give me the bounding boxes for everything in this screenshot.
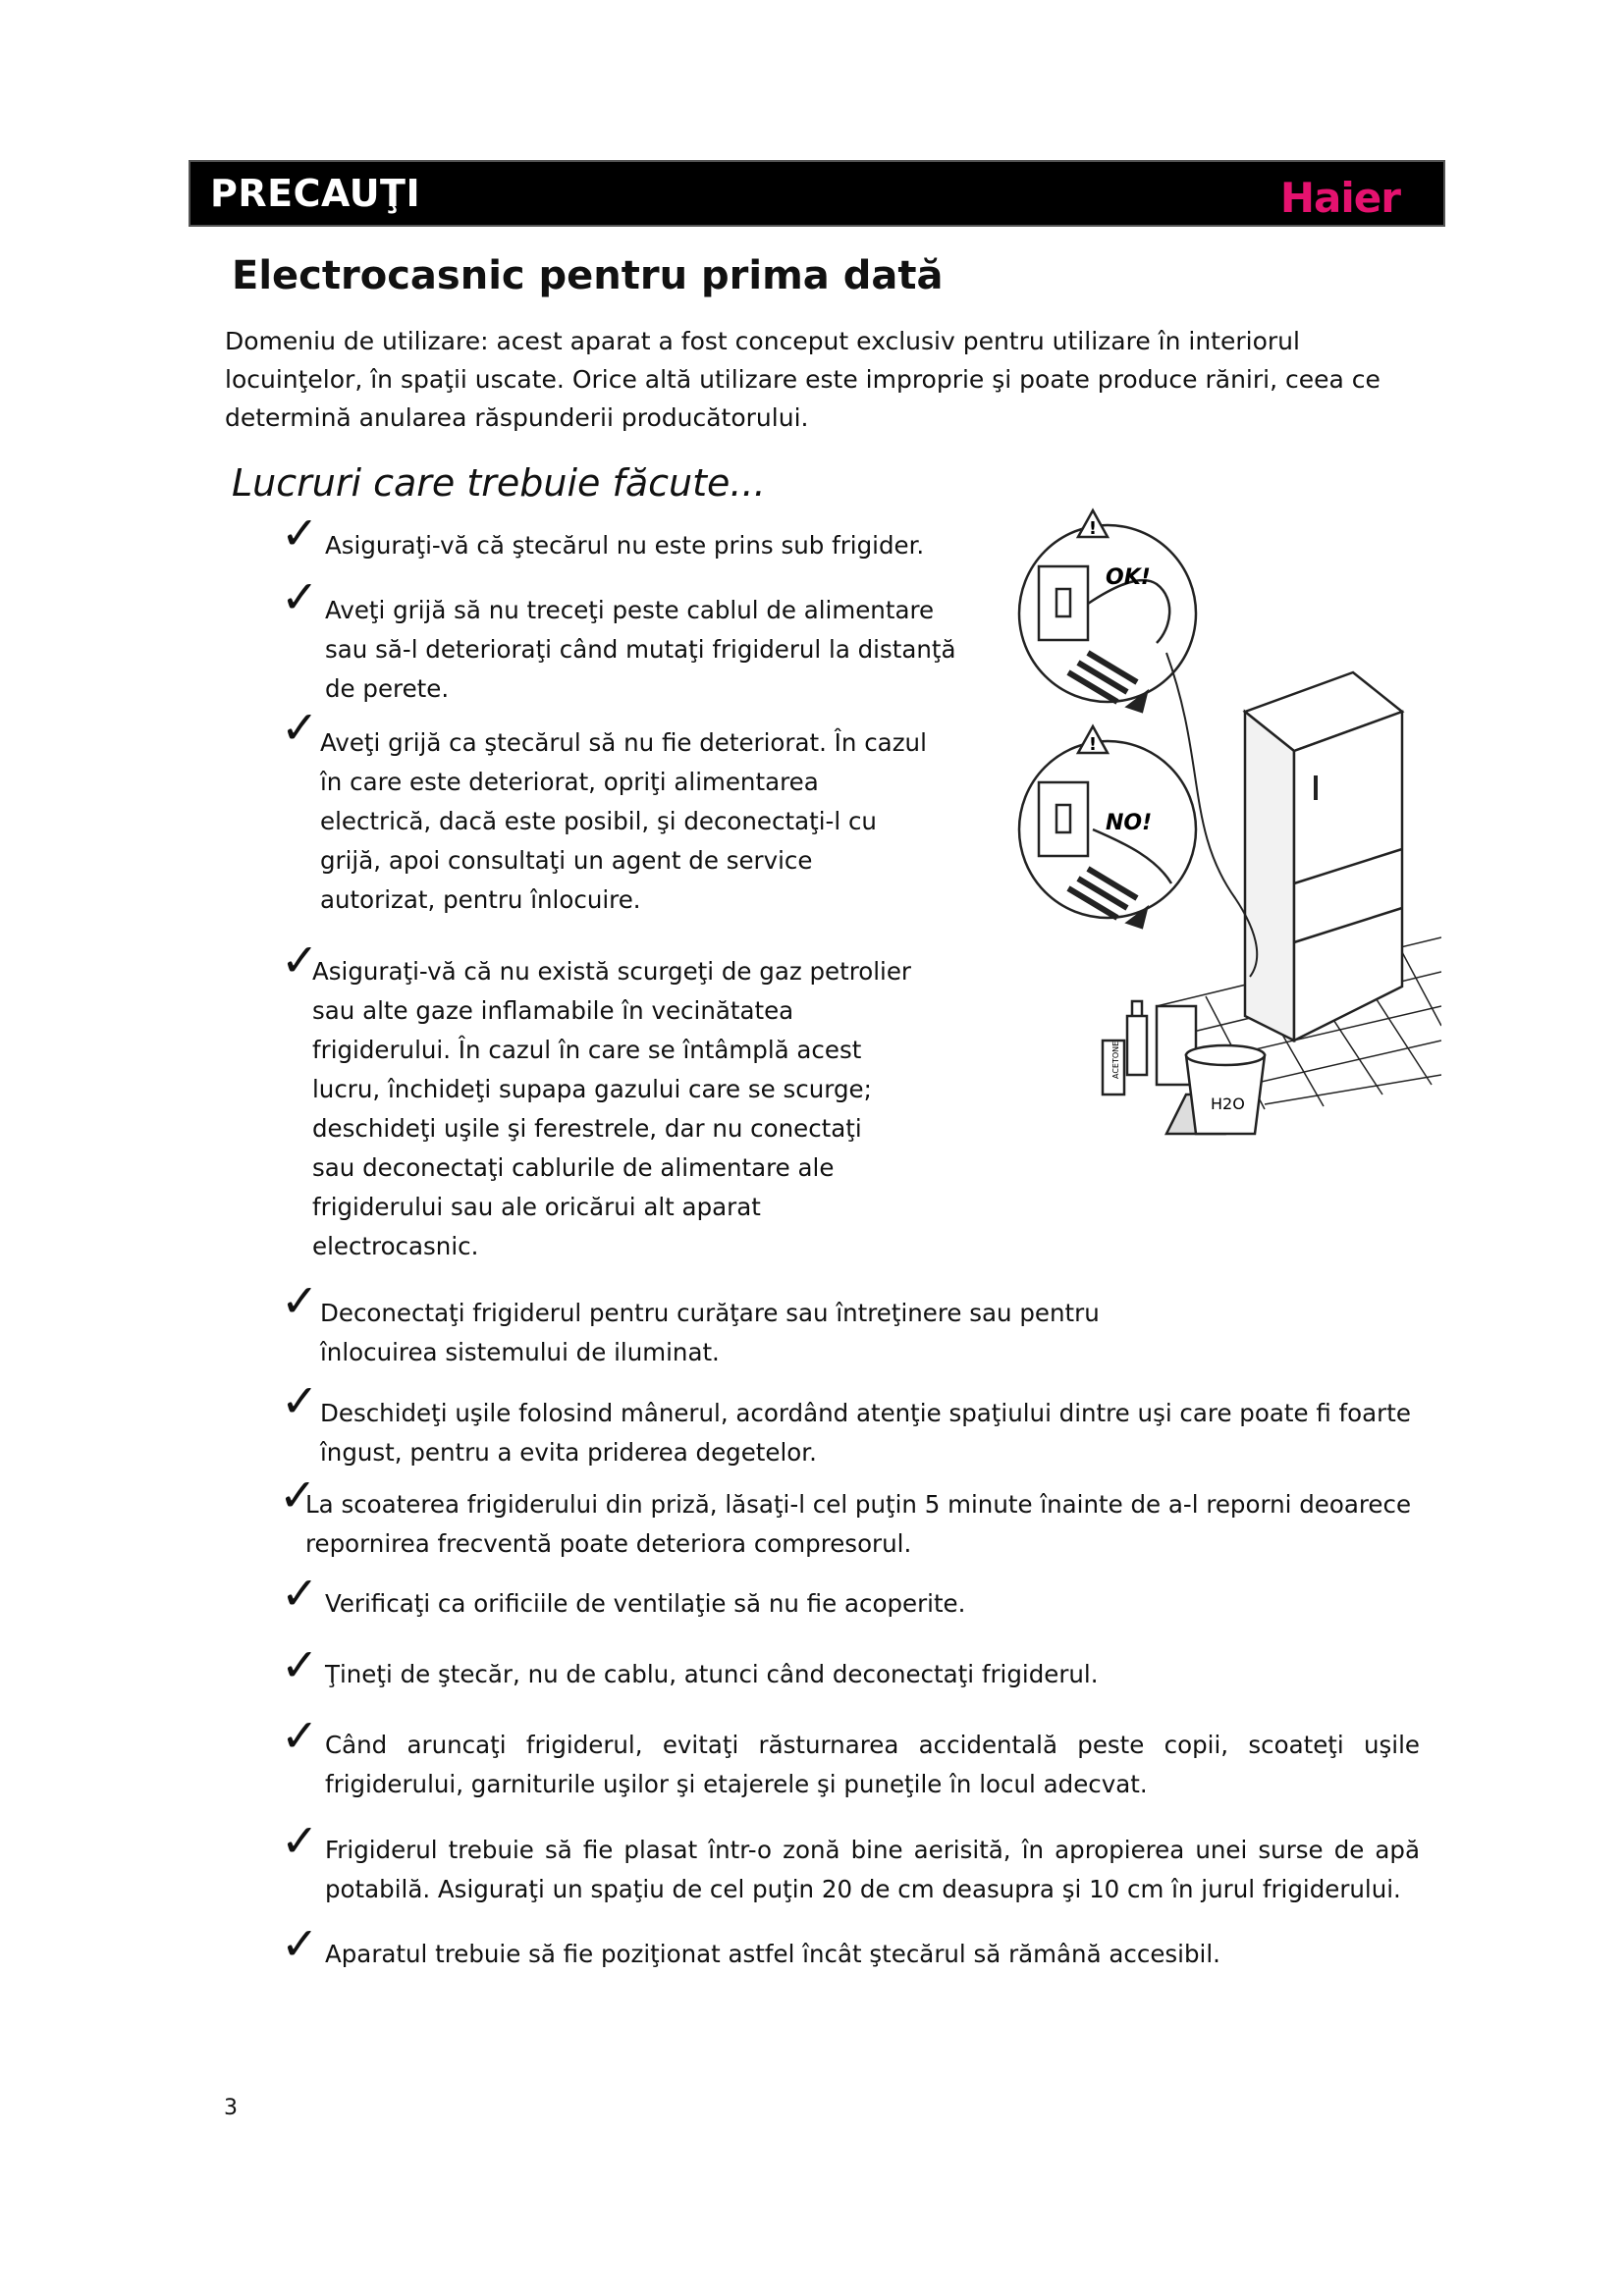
check-icon: ✓ bbox=[281, 570, 319, 623]
check-icon: ✓ bbox=[281, 1917, 319, 1970]
check-icon: ✓ bbox=[281, 1567, 319, 1620]
page-number: 3 bbox=[224, 2096, 238, 2120]
brand-logo: Haier bbox=[1279, 174, 1400, 222]
ok-label: OK! bbox=[1106, 565, 1151, 590]
section-title: Lucruri care trebuie făcute... bbox=[232, 461, 766, 505]
list-item: Asiguraţi-vă că nu există scurgeţi de gaz petrolier sau alte gaze inflamabile în vecinătatea frigiderului. În cazul în care se întâmplă acest lucru, închideţi supapa gazului care se scurge; deschideţi uşile şi ferestrele, dar nu conectaţi sau deconectaţi cablurile de alimentare ale frigiderului sau ale oricărui alt aparat electrocasnic. bbox=[312, 957, 911, 1260]
list-item: Deschideţi uşile folosind mânerul, acordând atenţie spaţiului dintre uşi care poate fi foarte îngust, pentru a evita priderea degetelor. bbox=[320, 1399, 1411, 1467]
svg-text:!: ! bbox=[1088, 734, 1098, 755]
bottle-label: ACETONE bbox=[1111, 1041, 1120, 1079]
list-item: Verificaţi ca orificiile de ventilaţie să nu fie acoperite. bbox=[325, 1589, 966, 1618]
list-item: Asiguraţi-vă că ştecărul nu este prins sub frigider. bbox=[325, 531, 925, 560]
list-item: Aveţi grijă să nu treceţi peste cablul de alimentare sau să-l deterioraţi când mutaţi frigiderul la distanţă de perete. bbox=[325, 596, 956, 703]
header-title: PRECAUŢI bbox=[210, 172, 421, 215]
check-icon: ✓ bbox=[281, 1274, 319, 1327]
flammables bbox=[1103, 1001, 1265, 1134]
list-item: Când aruncaţi frigiderul, evitaţi răsturnarea accidentală peste copii, scoateţi uşile frigiderului, garniturile uşilor şi etajerele şi puneţile în locul adecvat. bbox=[325, 1731, 1420, 1798]
check-icon: ✓ bbox=[281, 701, 319, 754]
water-label: H2O bbox=[1211, 1095, 1245, 1113]
list-item: Frigiderul trebuie să fie plasat într-o zonă bine aerisită, în apropierea unei surse de apă potabilă. Asiguraţi un spaţiu de cel puţin 20 de cm deasupra şi 10 cm în jurul frigiderului. bbox=[325, 1836, 1420, 1903]
check-icon: ✓ bbox=[281, 1709, 319, 1762]
check-icon: ✓ bbox=[281, 1374, 319, 1427]
intro-paragraph: Domeniu de utilizare: acest aparat a fost conceput exclusiv pentru utilizare în interiorul locuinţelor, în spaţii uscate. Orice altă utilizare este improprie şi poate produce răniri, ceea ce determină anularea răspunderii producătorului. bbox=[225, 327, 1380, 432]
svg-text:!: ! bbox=[1088, 518, 1098, 539]
list-item: Ţineţi de ştecăr, nu de cablu, atunci când deconectaţi frigiderul. bbox=[325, 1660, 1099, 1688]
no-label: NO! bbox=[1106, 811, 1153, 835]
page-title: Electrocasnic pentru prima dată bbox=[232, 253, 944, 298]
fridge bbox=[1245, 672, 1402, 1041]
check-icon: ✓ bbox=[281, 934, 319, 987]
check-icon: ✓ bbox=[281, 1814, 319, 1867]
check-icon: ✓ bbox=[281, 1638, 319, 1691]
check-icon: ✓ bbox=[279, 1468, 317, 1522]
header-bar bbox=[189, 160, 1445, 227]
check-icon: ✓ bbox=[281, 507, 319, 560]
fridge-plug-illustration bbox=[1009, 506, 1441, 1183]
list-item: Aparatul trebuie să fie poziţionat astfel încât ştecărul să rămână accesibil. bbox=[325, 1940, 1220, 1968]
list-item: La scoaterea frigiderului din priză, lăsaţi-l cel puţin 5 minute înainte de a-l reporni deoarece repornirea frecventă poate deteriora compresorul. bbox=[305, 1490, 1412, 1558]
list-item: Aveţi grijă ca ştecărul să nu fie deteriorat. În cazul în care este deteriorat, opriţi alimentarea electrică, dacă este posibil, şi deconectaţi-l cu grijă, apoi consultaţi un agent de service autorizat, pentru înlocuire. bbox=[320, 728, 927, 914]
list-item: Deconectaţi frigiderul pentru curăţare sau întreţinere sau pentru înlocuirea sistemului de iluminat. bbox=[320, 1299, 1100, 1366]
